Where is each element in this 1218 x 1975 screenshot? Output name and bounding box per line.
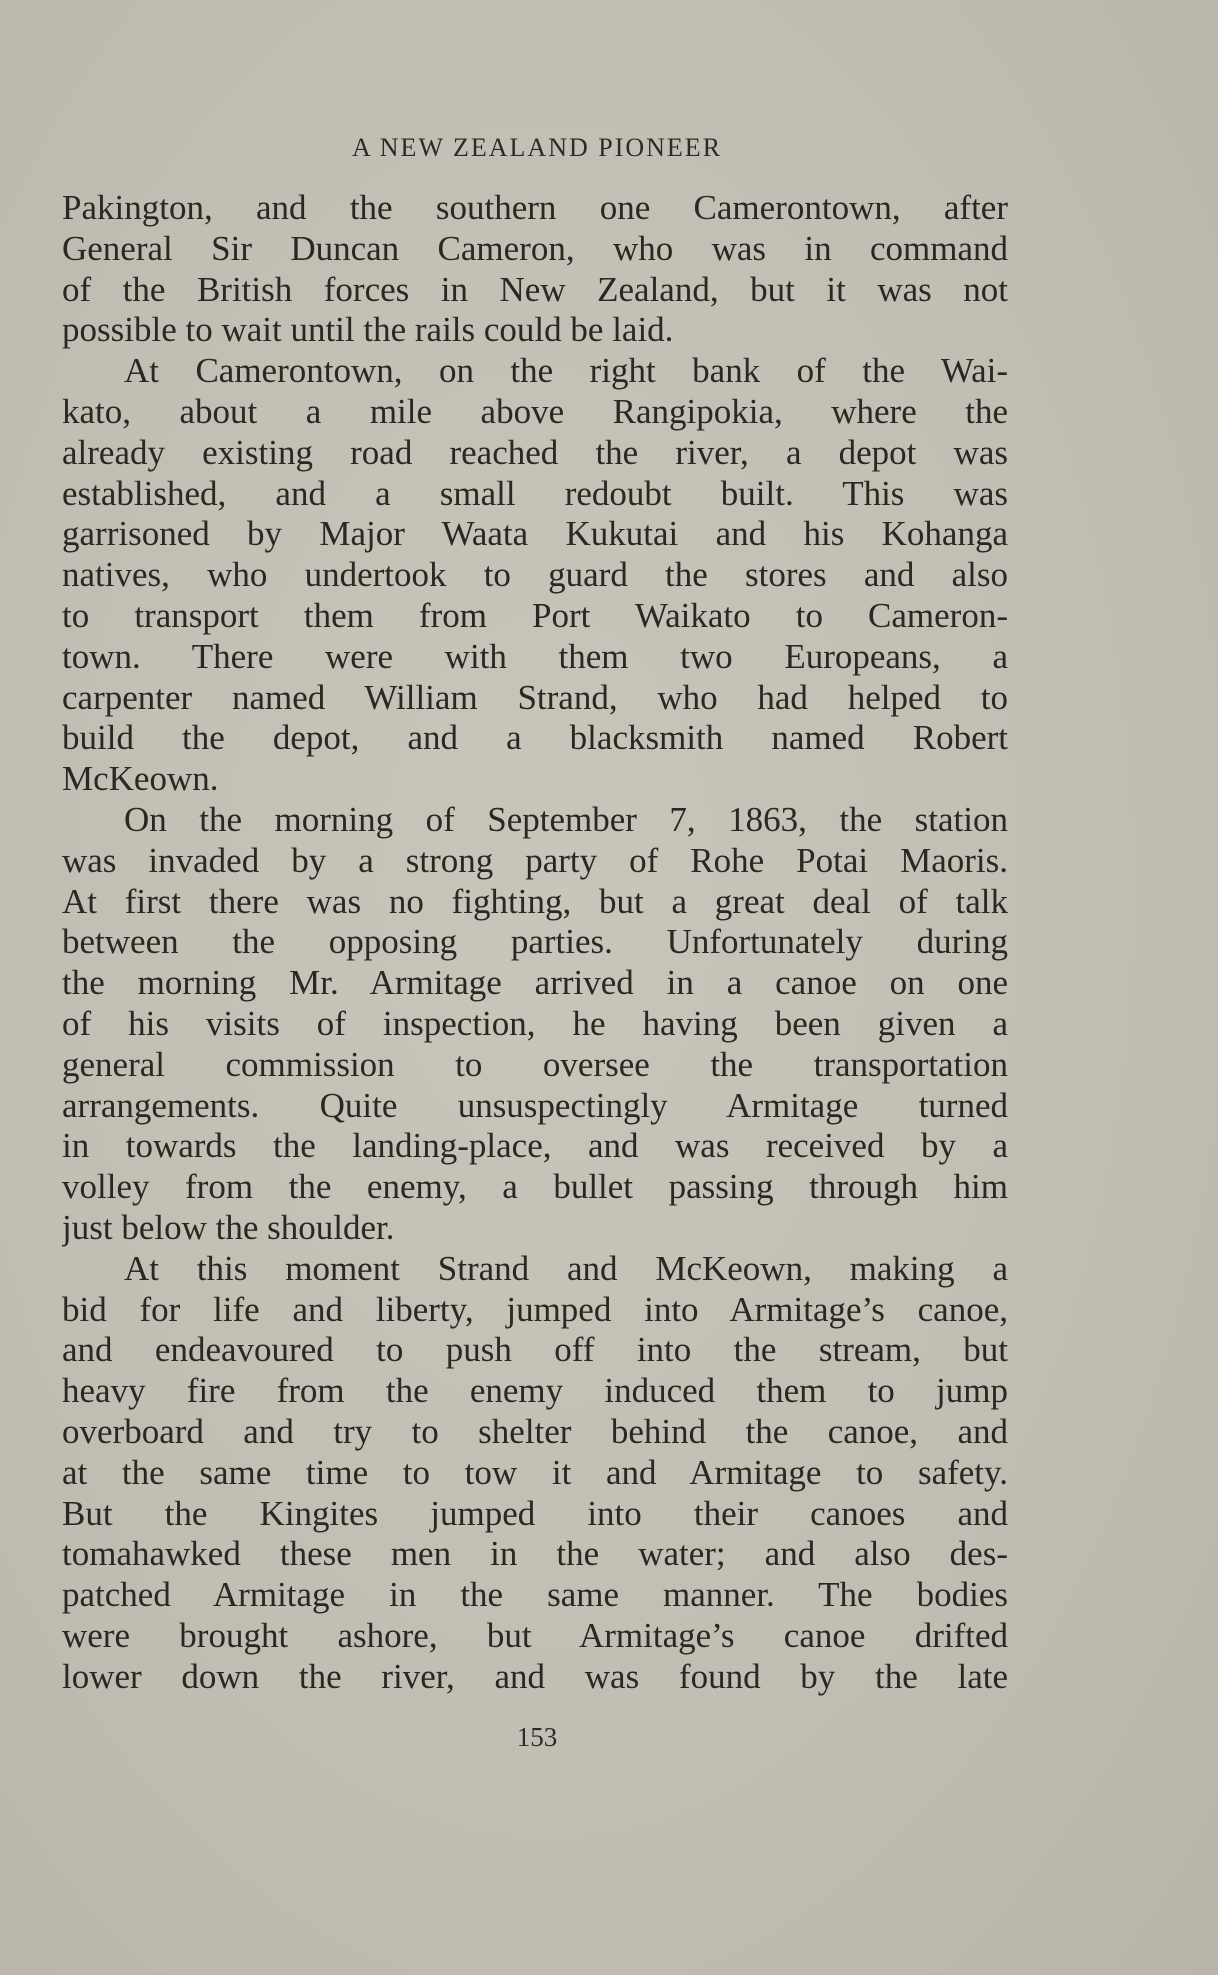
text-line: to transport them from Port Waikato to Cameron- (62, 595, 1008, 635)
text-line: McKeown. (62, 759, 219, 799)
text-line: build the depot, and a blacksmith named Robert (62, 718, 1008, 758)
text-line: general commission to oversee the transportation (62, 1044, 1008, 1084)
page-number: 153 (516, 1722, 558, 1752)
text-line: But the Kingites jumped into their canoes and (62, 1493, 1008, 1533)
text-line: bid for life and liberty, jumped into Armitage’s canoe, (62, 1289, 1008, 1329)
text-line: carpenter named William Strand, who had helped to (62, 677, 1008, 717)
text-line: established, and a small redoubt built. This was (62, 473, 1008, 513)
text-line: On the morning of September 7, 1863, the station (124, 799, 1008, 839)
text-line: at the same time to tow it and Armitage to safety. (62, 1452, 1008, 1492)
text-line: heavy fire from the enemy induced them to jump (62, 1371, 1008, 1411)
text-line: already existing road reached the river, a depot was (62, 432, 1008, 472)
text-line: between the opposing parties. Unfortunately during (62, 922, 1008, 962)
text-line: lower down the river, and was found by the late (62, 1656, 1008, 1696)
text-line: At first there was no fighting, but a great deal of talk (62, 881, 1008, 921)
text-line: tomahawked these men in the water; and also des- (62, 1534, 1008, 1574)
text-line: the morning Mr. Armitage arrived in a canoe on one (62, 963, 1008, 1003)
text-line: town. There were with them two Europeans, a (62, 636, 1008, 676)
text-line: and endeavoured to push off into the stream, but (62, 1330, 1008, 1370)
text-line: At this moment Strand and McKeown, making a (124, 1248, 1008, 1288)
text-line: of his visits of inspection, he having been given a (62, 1003, 1008, 1043)
text-line: At Camerontown, on the right bank of the Wai- (124, 351, 1008, 391)
text-line: were brought ashore, but Armitage’s canoe drifted (62, 1615, 1008, 1655)
text-line: in towards the landing-place, and was received by a (62, 1126, 1008, 1166)
running-head: A NEW ZEALAND PIONEER (351, 133, 723, 162)
text-line: arrangements. Quite unsuspectingly Armitage turned (62, 1085, 1008, 1125)
text-line: natives, who undertook to guard the stores and also (62, 555, 1008, 595)
text-line: patched Armitage in the same manner. The bodies (62, 1575, 1008, 1615)
text-line: Pakington, and the southern one Camerontown, after (62, 188, 1008, 227)
text-line: kato, about a mile above Rangipokia, where the (62, 391, 1008, 431)
text-line: garrisoned by Major Waata Kukutai and his Kohanga (62, 514, 1008, 554)
text-line: was invaded by a strong party of Rohe Potai Maoris. (62, 840, 1008, 880)
text-line: volley from the enemy, a bullet passing through him (62, 1167, 1008, 1207)
text-line: overboard and try to shelter behind the canoe, and (62, 1411, 1008, 1451)
text-line: possible to wait until the rails could be laid. (62, 310, 674, 350)
body-text (62, 188, 1008, 1697)
text-line: just below the shoulder. (62, 1207, 395, 1247)
text-line: of the British forces in New Zealand, but it was not (62, 269, 1008, 309)
text-line: General Sir Duncan Cameron, who was in command (62, 228, 1008, 268)
